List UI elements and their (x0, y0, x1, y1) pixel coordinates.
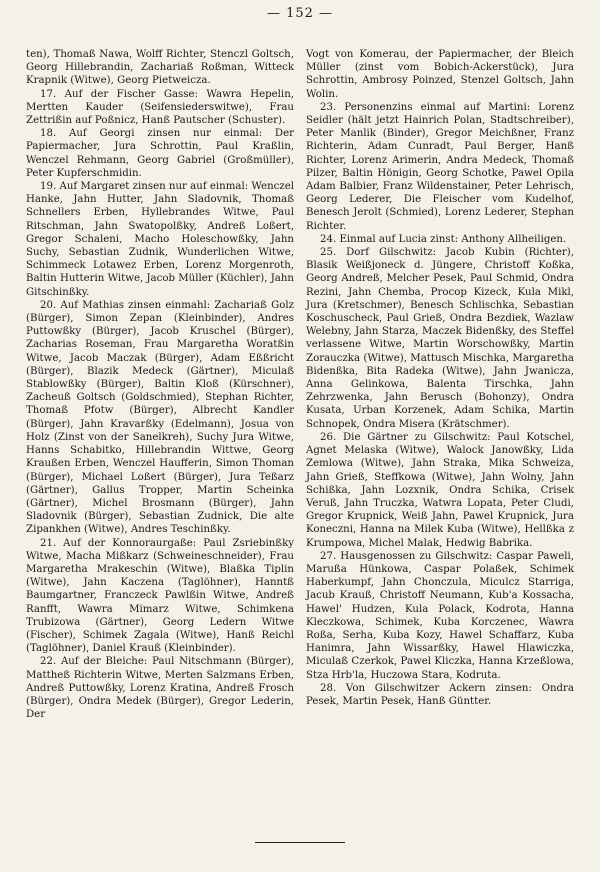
paragraph: 21. Auf der Konnoraurgaße: Paul Zsriebinßky Witwe, Macha Mißkarz (Schweineschneider), Frau Margaretha Mrakeschin (Witwe), Blaßka Tiplin (Witwe), Jahn Kaczena (Taglöhner), Hanntß Baumgartner, Franczeck Pawlßin Witwe, Andreß Ranfft, Wawra Mimarz Witwe, Schimkena Trubizowa (Gärtner), Georg Ledern Witwe (Fischer), Schimek Zagala (Witwe), Hanß Reichl (Taglöhner), Daniel Krauß (Kleinbinder). (26, 537, 294, 655)
paragraph: 20. Auf Mathias zinsen einmahl: Zachariaß Golz (Bürger), Simon Zepan (Kleinbinder), Andres Puttowßky (Bürger), Jacob Kruschel (Bürger), Zacharias Roseman, Frau Margaretha Woratßin Witwe, Jacob Maczak (Bürger), Adam Eßßricht (Bürger), Blazik Medeck (Gärtner), Miculaß Stablowßky (Bürger), Baltin Kloß (Kürschner), Zacheuß Goltsch (Goldschmied), Stephan Richter, Thomaß Pfotw (Bürger), Albrecht Kandler (Bürger), Jahn Kravarßky (Edelmann), Josua von Holz (Zinst von der Sanelkreh), Suchy Jura Witwe, Hanns Schabitko, Hillebrandin Wittwe, Georg Kraußen Erben, Wenczel Haufferin, Simon Thoman (Bürger), Michael Loßert (Bürger), Jura Teßarz (Gärtner), Gallus Tropper, Martin Scheinka (Gärtner), Michel Brosmann (Bürger), Jahn Sladovnik (Bürger), Sebastian Zudnick, Die alte Zipankhen (Witwe), Andres Teschinßky. (26, 299, 294, 536)
left-column (26, 48, 294, 721)
paragraph: Vogt von Komerau, der Papiermacher, der Bleich Müller (zinst vom Bobich-Ackerstück), Jura Schrottin, Ambrosy Poinzed, Stenzel Goltsch, Jahn Wolin. (306, 49, 574, 100)
footer-rule (255, 842, 345, 843)
paragraph: 24. Einmal auf Lucia zinst: Anthony Allheiligen. (320, 233, 567, 245)
paragraph: 22. Auf der Bleiche: Paul Nitschmann (Bürger), Mattheß Richterin Witwe, Merten Salzmans Erben, Andreß Puttowßky, Lorenz Kratina, Andreß Frosch (Bürger), Ondra Medek (Bürger), Gregor Lederin, Der (26, 656, 294, 721)
paragraph: 19. Auf Margaret zinsen nur auf einmal: Wenczel Hanke, Jahn Hutter, Jahn Sladovnik, Thomaß Schnellers Erben, Hyllebrandes Witwe, Paul Ritschman, Jahn Swatopolßky, Andreß Loßert, Gregor Schaleni, Macho Holeschowßky, Jahn Suchy, Sebastian Zudnik, Wunderlichen Witwe, Schimmeck Lotawez Erben, Lorenz Morgenroth, Baltin Hutterin Witwe, Jacob Müller (Küchler), Jahn Gitschinßky. (26, 181, 294, 298)
paragraph: 25. Dorf Gilschwitz: Jacob Kubin (Richter), Blasik Weißjoneck d. Jüngere, Christoff Koßka, Georg Andreß, Melcher Pesek, Paul Schmid, Ondra Rezini, Jahn Chemba, Procop Kizeck, Kula Mikl, Jura (Kretschmer), Benesch Schlischka, Sebastian Koschuscheck, Paul Grieß, Ondra Bezdiek, Wazlaw Welebny, Jahn Starza, Maczek Bidenßky, des Steffel verlassene Witwe, Martin Worschowßky, Martin Zorauczka (Witwe), Mattusch Mischka, Margaretha Bidenßka, Bita Radeka (Witwe), Jahn Jwanicza, Anna Gelinkowa, Balenta Tirschka, Jahn Zehrzwenka, Jahn Berusch (Bohonzy), Ondra Kusata, Urban Korzenek, Adam Schika, Martin Schnopek, Ondra Misera (Krätschmer). (306, 247, 574, 430)
paragraph: 23. Personenzins einmal auf Martini: Lorenz Seidler (hält jetzt Hainrich Polan, Stadtschreiber), Peter Manlik (Binder), Gregor Meichßner, Franz Richterin, Adam Cunradt, Paul Berger, Hanß Richter, Lorenz Arimerin, Andra Medeck, Thomaß Pilzer, Baltin Hönigin, Georg Schotke, Pawel Opila Adam Balbier, Franz Wildenstainer, Peter Lehrisch, Georg Lederer, Die Fleischer vom Kudelhof, Benesch Jerolt (Schmied), Lorenz Lederer, Stephan Richter. (306, 101, 574, 232)
right-column (306, 48, 574, 708)
paragraph: 17. Auf der Fischer Gasse: Wawra Hepelin, Mertten Kauder (Seifensiederswitwe), Frau Zettrißin auf Poßnicz, Hanß Pautscher (Schuster). (26, 88, 294, 127)
paragraph: 26. Die Gärtner zu Gilschwitz: Paul Kotschel, Agnet Melaska (Witwe), Walock Janowßky, Lida Zemlowa (Witwe), Jahn Straka, Mika Schweiza, Jahn Grieß, Steffkowa (Witwe), Jahn Wolny, Jahn Schißka, Jahn Lozxnik, Ondra Schika, Crisek Veruß, Jahn Truczka, Watwra Lopata, Peter Cludi, Gregor Krupnick, Weiß Jahn, Pawel Krupnick, Jura Koneczni, Hanna na Milek Kuba (Witwe), Hellßka z Krumpowa, Michel Malak, Hedwig Babrika. (306, 431, 574, 549)
paragraph: ten), Thomaß Nawa, Wolff Richter, Stenczl Goltsch, Georg Hillebrandin, Zachariaß Roßman, Witteck Krapnik (Witwe), Georg Pietweicza. (26, 49, 294, 87)
page-number: — 152 — (266, 6, 334, 21)
paragraph: 27. Hausgenossen zu Gilschwitz: Caspar Paweli, Marußa Hünkowa, Caspar Polaßek, Schimek Haberkumpf, Jahn Chonczula, Miculcz Starriga, Jacub Krauß, Christoff Neumann, Kub'a Kossacha, Hawel' Hudzen, Kula Polack, Kodrota, Hanna Kleczkowa, Schimek, Kuba Korczenec, Wawra Roßa, Serha, Kuba Kozy, Hawel Schaffarz, Kuba Hanimra, Jahn Wissarßky, Hawel Hlawiczka, Miculaß Czerkok, Pawel Kliczka, Hanna Krzeßlowa, Stza Hrb'la, Huczowa Stara, Kodruta. (306, 550, 574, 681)
paragraph: 18. Auf Georgi zinsen nur einmal: Der Papiermacher, Jura Schrottin, Paul Kraßlin, Wenczel Rehmann, Georg Gabriel (Großmüller), Peter Kupferschmidin. (26, 128, 294, 179)
paragraph: 28. Von Gilschwitzer Ackern zinsen: Ondra Pesek, Martin Pesek, Hanß Güntter. (306, 682, 574, 707)
